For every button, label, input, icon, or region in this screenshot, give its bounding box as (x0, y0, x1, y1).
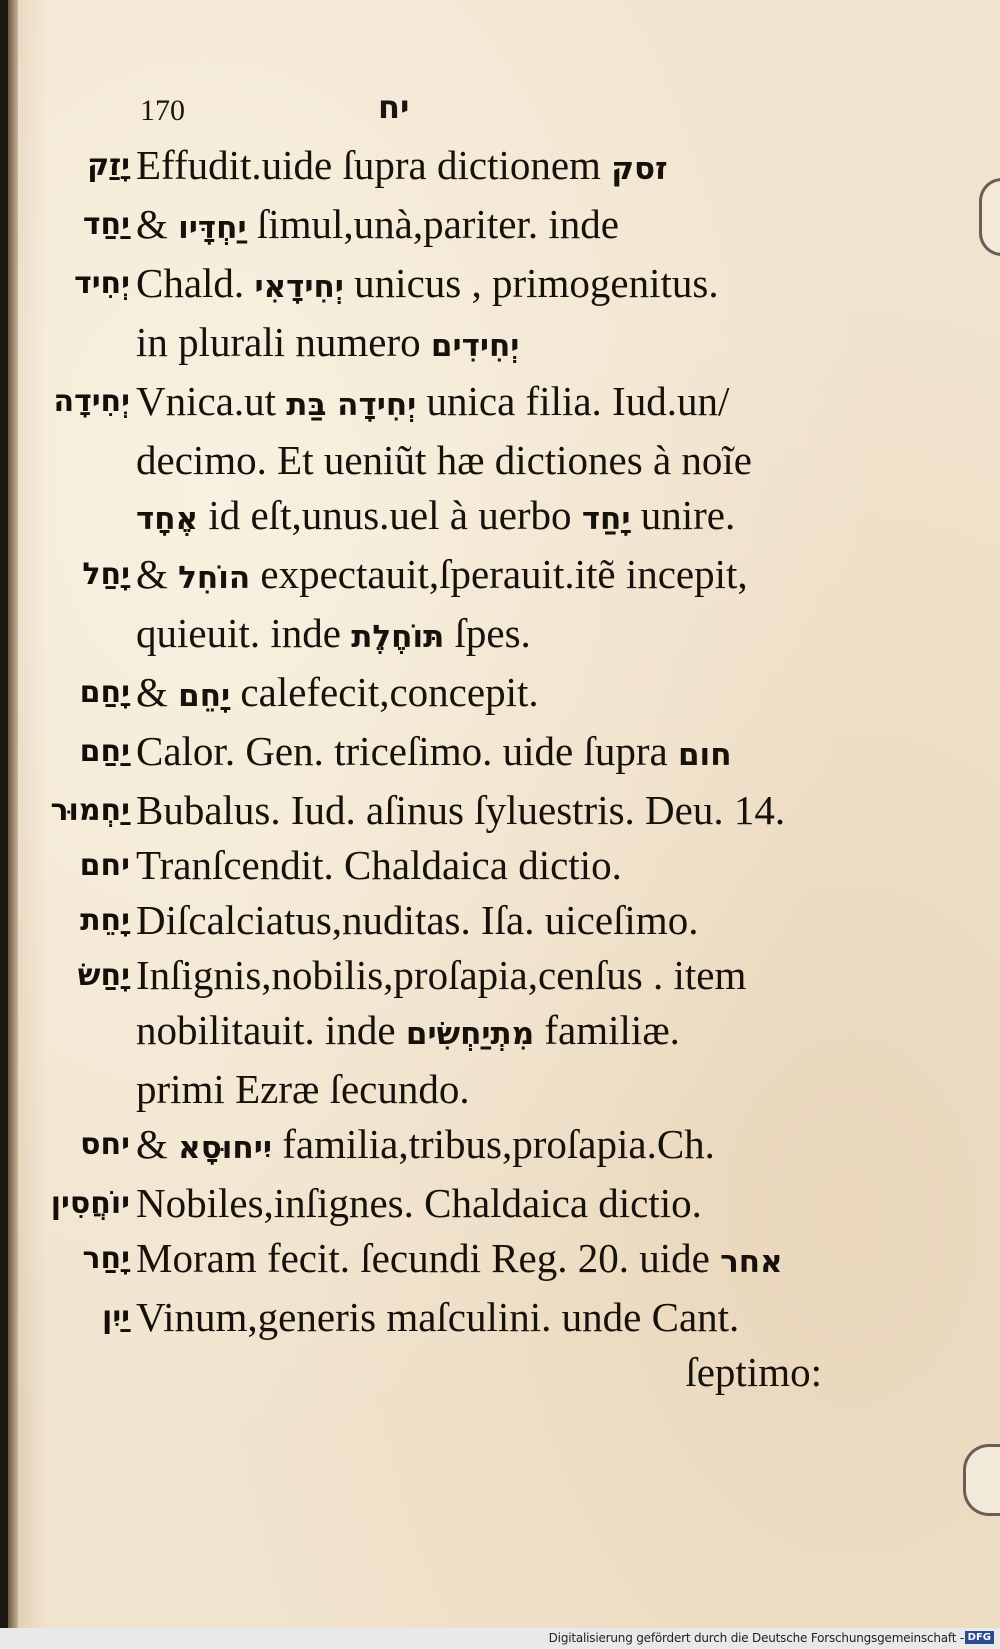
latin-text: Chald. (136, 260, 255, 306)
headword: יַחַם (79, 734, 130, 769)
text-line (136, 1345, 822, 1400)
headword: יְחִיד (74, 266, 130, 301)
entry-definition (130, 893, 822, 948)
latin-text: Vnica.ut (136, 378, 287, 424)
latin-text: quieuit. inde (136, 610, 352, 656)
latin-text: Inſignis,nobilis,proſapia,cenſus . item (136, 952, 747, 998)
dictionary-entry (22, 1231, 822, 1290)
dictionary-entry (22, 948, 822, 1117)
dictionary-entry (22, 838, 822, 893)
headword: יחם (79, 848, 130, 883)
text-line (136, 1117, 822, 1176)
footer-credit: Digitalisierung gefördert durch die Deutsche Forschungsgemeinschaft - (548, 1631, 964, 1645)
entry-definition (130, 1117, 822, 1176)
latin-text: Tranſcendit. Chaldaica dictio. (136, 842, 622, 888)
latin-text: Diſcalciatus,nuditas. Iſa. uiceſimo. (136, 897, 699, 943)
hebrew-word: חום (677, 737, 732, 773)
page-tab-bottom (963, 1444, 1000, 1516)
headword: יָזַק (87, 148, 130, 183)
dictionary-entry (22, 783, 822, 838)
book-page (8, 0, 1000, 1628)
dictionary-entry (22, 1176, 822, 1231)
text-line (136, 1003, 822, 1062)
latin-text: Calor. Gen. triceſimo. uide ſupra (136, 728, 678, 774)
page-gutter-edge (8, 0, 18, 1628)
text-line (136, 838, 822, 893)
headword: יָחַל (82, 557, 130, 592)
headword: יחס (80, 1127, 130, 1162)
dictionary-entry (22, 1290, 822, 1400)
latin-text: unica filia. Iud.un/ (416, 378, 730, 424)
headword: יְחִידָה (53, 384, 130, 419)
text-line (136, 1062, 822, 1117)
entry-definition (130, 783, 822, 838)
latin-text: ſimul,unà,pariter. inde (246, 201, 619, 247)
latin-text: unicus , primogenitus. (343, 260, 719, 306)
text-line (136, 138, 822, 197)
latin-text: nobilitauit. inde (136, 1007, 406, 1053)
entry-definition (130, 724, 822, 783)
headword: יַיִן (102, 1300, 130, 1335)
hebrew-word: יְחִידָאִי (254, 269, 344, 305)
latin-text: Effudit.uide ſupra dictionem (136, 142, 612, 188)
latin-text: familiæ. (534, 1007, 680, 1053)
latin-text: familia,tribus,proſapia.Ch. (272, 1121, 715, 1167)
headword: יַחְמוּר (50, 793, 130, 828)
text-line (136, 893, 822, 948)
hebrew-word: יָחֵם (178, 678, 231, 714)
entry-definition (130, 374, 822, 547)
headword: יַחַד (82, 207, 130, 242)
hebrew-word: תּוֹחֶלֶת (351, 619, 445, 655)
latin-text: & (136, 551, 179, 597)
text-line (136, 948, 822, 1003)
page-tab-top (979, 178, 1000, 256)
hebrew-word: יָחַד (581, 501, 631, 537)
dictionary-entry (22, 256, 822, 374)
headword: יָחַר (82, 1241, 130, 1276)
latin-text: Moram fecit. ſecundi Reg. 20. uide (136, 1235, 721, 1281)
headword: יוֹחֲסִין (50, 1186, 130, 1221)
latin-text: Vinum,generis maſculini. unde Cant. (136, 1294, 740, 1340)
text-line (136, 1231, 822, 1290)
latin-text: ſeptimo: (685, 1349, 822, 1395)
entry-definition (130, 948, 822, 1117)
page-header (130, 88, 830, 134)
entry-definition (130, 197, 822, 256)
entry-definition (130, 138, 822, 197)
entry-definition (130, 1176, 822, 1231)
running-head: יח (378, 88, 410, 126)
dictionary-entry (22, 665, 822, 724)
entry-definition (130, 1231, 822, 1290)
hebrew-word: יְחִידָה בַּת (286, 387, 417, 423)
dictionary-entries (22, 138, 822, 1400)
dictionary-entry (22, 724, 822, 783)
hebrew-word: יַחְדָּיו (178, 210, 247, 246)
headword: יָחַשׂ (77, 958, 130, 993)
headword: יָחֵת (80, 903, 130, 938)
dictionary-entry (22, 374, 822, 547)
dictionary-entry (22, 138, 822, 197)
hebrew-word: יְחִידִים (430, 328, 520, 364)
latin-text: id eſt,unus.uel à uerbo (198, 492, 582, 538)
dictionary-entry (22, 893, 822, 948)
latin-text: Bubalus. Iud. aſinus ſyluestris. Deu. 14. (136, 787, 786, 833)
dictionary-entry (22, 1117, 822, 1176)
text-line (136, 724, 822, 783)
latin-text: unire. (630, 492, 736, 538)
text-line (136, 256, 822, 315)
latin-text: decimo. Et ueniũt hæ dictiones à noĩe (136, 437, 753, 483)
text-line (136, 488, 822, 547)
entry-definition (130, 1290, 822, 1400)
latin-text: ſpes. (444, 610, 531, 656)
entry-definition (130, 665, 822, 724)
hebrew-word: אחר (720, 1244, 783, 1280)
text-line (136, 315, 822, 374)
hebrew-word: יִיחוּסָא (178, 1130, 272, 1166)
latin-text: primi Ezræ ſecundo. (136, 1066, 470, 1112)
text-line (136, 783, 822, 838)
dictionary-entry (22, 547, 822, 665)
dfg-logo: DFG (965, 1631, 994, 1644)
entry-definition (130, 838, 822, 893)
text-line (136, 1176, 822, 1231)
hebrew-word: מִתְיַחְשִׂים (405, 1016, 535, 1052)
latin-text: & (136, 669, 179, 715)
text-line (136, 197, 822, 256)
entry-definition (130, 256, 822, 374)
text-line (136, 665, 822, 724)
text-line (136, 547, 822, 606)
text-line (136, 606, 822, 665)
digitization-footer (0, 1628, 1000, 1649)
latin-text: in plurali numero (136, 319, 431, 365)
text-line (136, 374, 822, 433)
latin-text: calefecit,concepit. (230, 669, 539, 715)
entry-definition (130, 547, 822, 665)
latin-text: & (136, 201, 179, 247)
hebrew-word: אֶחָד (136, 501, 199, 537)
hebrew-word: זסק (611, 151, 668, 187)
dictionary-entry (22, 197, 822, 256)
text-line (136, 433, 822, 488)
latin-text: expectauit,ſperauit.itẽ incepit, (250, 551, 748, 597)
latin-text: Nobiles,inſignes. Chaldaica dictio. (136, 1180, 702, 1226)
text-line (136, 1290, 822, 1345)
latin-text: & (136, 1121, 179, 1167)
folio-number: 170 (140, 94, 185, 127)
headword: יָחַם (79, 675, 130, 710)
hebrew-word: הוֹחִל (178, 560, 251, 596)
